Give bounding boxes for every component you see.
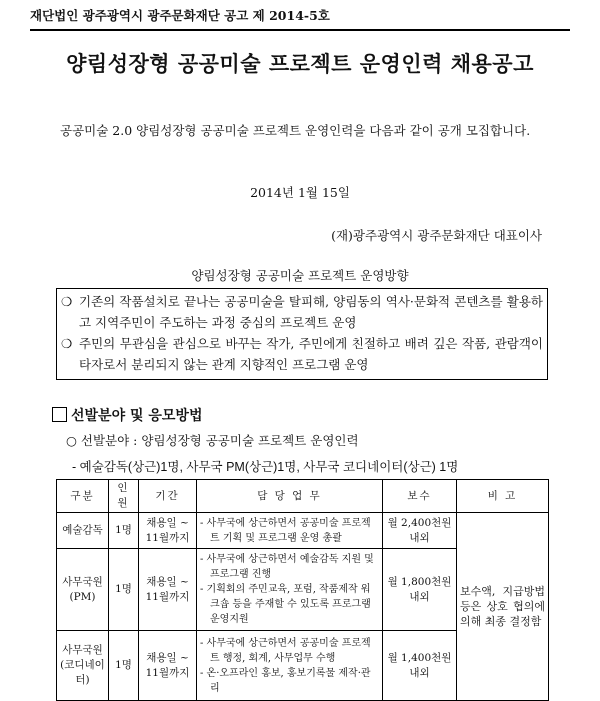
direction-item <box>61 333 543 375</box>
page-title: 양림성장형 공공미술 프로젝트 운영인력 채용공고 <box>66 51 534 76</box>
direction-item <box>61 291 543 333</box>
selection-field-text: 선발분야 : 양림성장형 공공미술 프로젝트 운영인력 <box>80 433 359 448</box>
hollow-circle-icon: ○ <box>66 433 77 448</box>
cell-pay: 월 1,800천원 내외 <box>383 549 457 631</box>
selection-field <box>66 431 359 449</box>
section-heading <box>52 405 202 425</box>
header-period: 기간 <box>139 480 197 513</box>
cell-count: 1명 <box>109 549 139 631</box>
duty-line: - 기획회의 주민교육, 포럼, 작품제작 워크숍 등을 주재할 수 있도록 프로그램 운영지원 <box>200 584 371 625</box>
header-pay: 보수 <box>383 480 457 513</box>
header-category: 구분 <box>57 480 109 513</box>
cell-category: 사무국원 (PM) <box>57 549 109 631</box>
circle-bullet-icon: ❍ <box>61 336 73 351</box>
cell-pay: 월 2,400천원 내외 <box>383 513 457 549</box>
duty-line: - 사무국에 상근하면서 공공미술 프로젝트 행정, 회계, 사무업무 수행 <box>200 637 371 664</box>
duty-line: - 사무국에 상근하면서 공공미술 프로젝트 기획 및 프로그램 운영 총괄 <box>200 517 371 544</box>
cell-period: 채용일 ~ 11월까지 <box>139 549 197 631</box>
direction-box <box>56 288 548 380</box>
header-duties: 담 당 업 무 <box>197 480 383 513</box>
header-count: 인원 <box>109 480 139 513</box>
duty-line: - 사무국에 상근하면서 예술감독 지원 및 프로그램 진행 <box>200 554 374 580</box>
section-title: 선발분야 및 응모방법 <box>71 408 203 424</box>
cell-category: 예술감독 <box>57 513 109 549</box>
direction-title: 양림성장형 공공미술 프로젝트 운영방향 <box>191 268 409 283</box>
circle-bullet-icon: ❍ <box>61 294 73 309</box>
cell-count: 1명 <box>109 513 139 549</box>
cell-duties <box>197 549 383 631</box>
cell-period: 채용일 ~ 11월까지 <box>139 631 197 701</box>
notice-number: 재단법인 광주광역시 광주문화재단 공고 제 2014-5호 <box>30 6 570 31</box>
notice-date: 2014년 1월 15일 <box>250 185 350 200</box>
cell-count: 1명 <box>109 631 139 701</box>
cell-duties <box>197 631 383 701</box>
cell-period: 채용일 ~ 11월까지 <box>139 513 197 549</box>
cell-pay: 월 1,400천원 내외 <box>383 631 457 701</box>
square-checkbox-icon <box>52 407 67 422</box>
cell-category: 사무국원 (코디네이터) <box>57 631 109 701</box>
table-row <box>57 513 549 549</box>
positions-summary: - 예술감독(상근)1명, 사무국 PM(상근)1명, 사무국 코디네이터(상근) 1명 <box>72 460 459 474</box>
direction-item-text: 주민의 무관심을 관심으로 바꾸는 작가, 주민에게 친절하고 배려 깊은 작품, 관람객이 타자로서 분리되지 않는 관계 지향적인 프로그램 운영 <box>79 336 543 372</box>
duty-line: - 온·오프라인 홍보, 홍보기록물 제작·관리 <box>200 667 371 694</box>
direction-item-text: 기존의 작품설치로 끝나는 공공미술을 탈피해, 양림동의 역사·문화적 콘텐츠를 활용하고 지역주민이 주도하는 과정 중심의 프로젝트 운영 <box>79 294 543 330</box>
recruitment-table <box>56 479 549 701</box>
organization-signature: (재)광주광역시 광주문화재단 대표이사 <box>331 228 542 243</box>
header-remark: 비 고 <box>457 480 549 513</box>
cell-remark: 보수액, 지급방법 등은 상호 협의에 의해 최종 결정함 <box>457 513 549 701</box>
intro-paragraph: 공공미술 2.0 양림성장형 공공미술 프로젝트 운영인력을 다음과 같이 공개 모집합니다. <box>60 123 531 138</box>
cell-duties <box>197 513 383 549</box>
table-header-row <box>57 480 549 513</box>
